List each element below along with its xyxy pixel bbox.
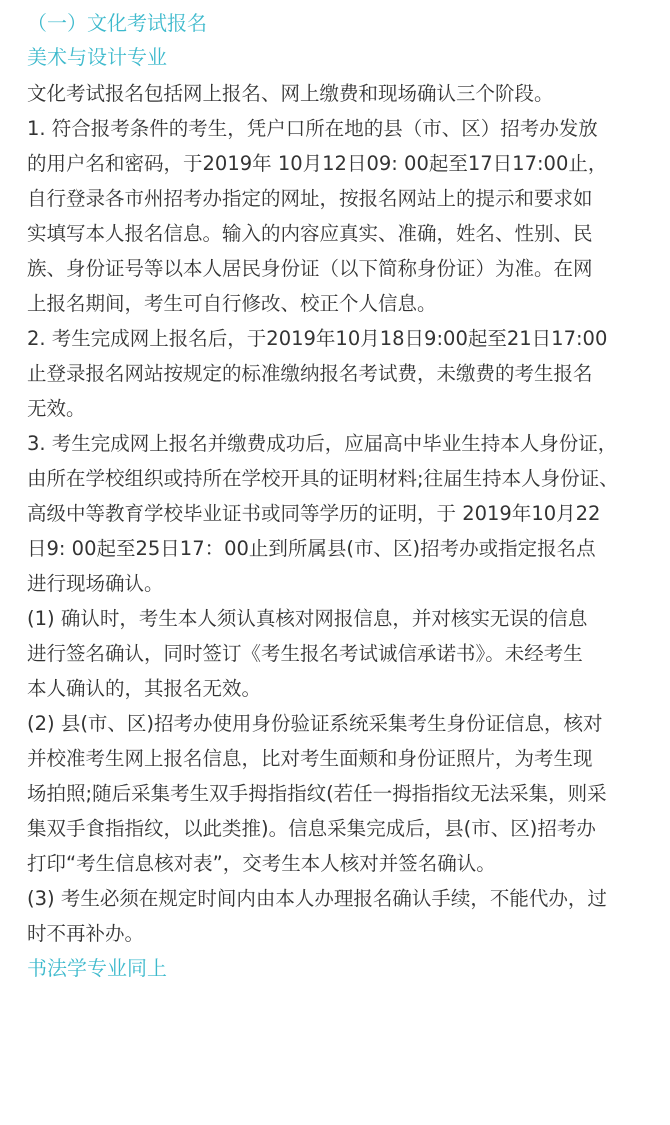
text-line: 族、身份证号等以本人居民身份证（以下简称身份证）为准。在网 bbox=[27, 257, 593, 280]
text-line: (2) 县(市、区)招考办使用身份验证系统采集考生身份证信息，核对 bbox=[27, 712, 603, 735]
body-paragraphs bbox=[27, 76, 654, 951]
text-line: 3. 考生完成网上报名并缴费成功后，应届高中毕业生持本人身份证， bbox=[27, 432, 618, 455]
text-line: 进行现场确认。 bbox=[27, 572, 164, 595]
footer-heading-calligraphy: 书法学专业同上 bbox=[27, 956, 167, 980]
text-line: 2. 考生完成网上报名后，于2019年10月18日9:00起至21日17:00 bbox=[27, 327, 608, 350]
text-line: 1. 符合报考条件的考生，凭户口所在地的县（市、区）招考办发放 bbox=[27, 117, 598, 140]
text-line: (3) 考生必须在规定时间内由本人办理报名确认手续，不能代办，过 bbox=[27, 887, 607, 910]
text-line: 高级中等教育学校毕业证书或同等学历的证明，于 2019年10月22 bbox=[27, 502, 601, 525]
text-line: 文化考试报名包括网上报名、网上缴费和现场确认三个阶段。 bbox=[27, 82, 554, 105]
text-line: 止登录报名网站按规定的标准缴纳报名考试费，未缴费的考生报名 bbox=[27, 362, 593, 385]
subheading-art-design: 美术与设计专业 bbox=[27, 45, 167, 69]
text-line: 上报名期间，考生可自行修改、校正个人信息。 bbox=[27, 292, 437, 315]
text-line: 由所在学校组织或持所在学校开具的证明材料;往届生持本人身份证、 bbox=[27, 467, 619, 490]
text-line: (1) 确认时，考生本人须认真核对网报信息，并对核实无误的信息 bbox=[27, 607, 588, 630]
text-line: 时不再补办。 bbox=[27, 922, 145, 945]
text-line: 进行签名确认，同时签订《考生报名考试诚信承诺书》。未经考生 bbox=[27, 642, 583, 665]
text-line: 的用户名和密码，于2019年 10月12日09: 00起至17日17:00止， bbox=[27, 152, 608, 175]
text-line: 并校准考生网上报名信息，比对考生面颊和身份证照片，为考生现 bbox=[27, 747, 593, 770]
text-line: 自行登录各市州招考办指定的网址，按报名网站上的提示和要求如 bbox=[27, 187, 593, 210]
text-line: 实填写本人报名信息。输入的内容应真实、准确，姓名、性别、民 bbox=[27, 222, 593, 245]
text-line: 无效。 bbox=[27, 397, 86, 420]
text-line: 场拍照;随后采集考生双手拇指指纹(若任一拇指指纹无法采集，则采 bbox=[27, 782, 607, 805]
section-heading: （一）文化考试报名 bbox=[27, 11, 207, 35]
text-line: 打印“考生信息核对表”，交考生本人核对并签名确认。 bbox=[27, 852, 496, 875]
text-line: 日9: 00起至25日17：00止到所属县(市、区)招考办或指定报名点 bbox=[27, 537, 596, 560]
text-line: 集双手食指指纹，以此类推)。信息采集完成后，县(市、区)招考办 bbox=[27, 817, 596, 840]
text-line: 本人确认的，其报名无效。 bbox=[27, 677, 262, 700]
